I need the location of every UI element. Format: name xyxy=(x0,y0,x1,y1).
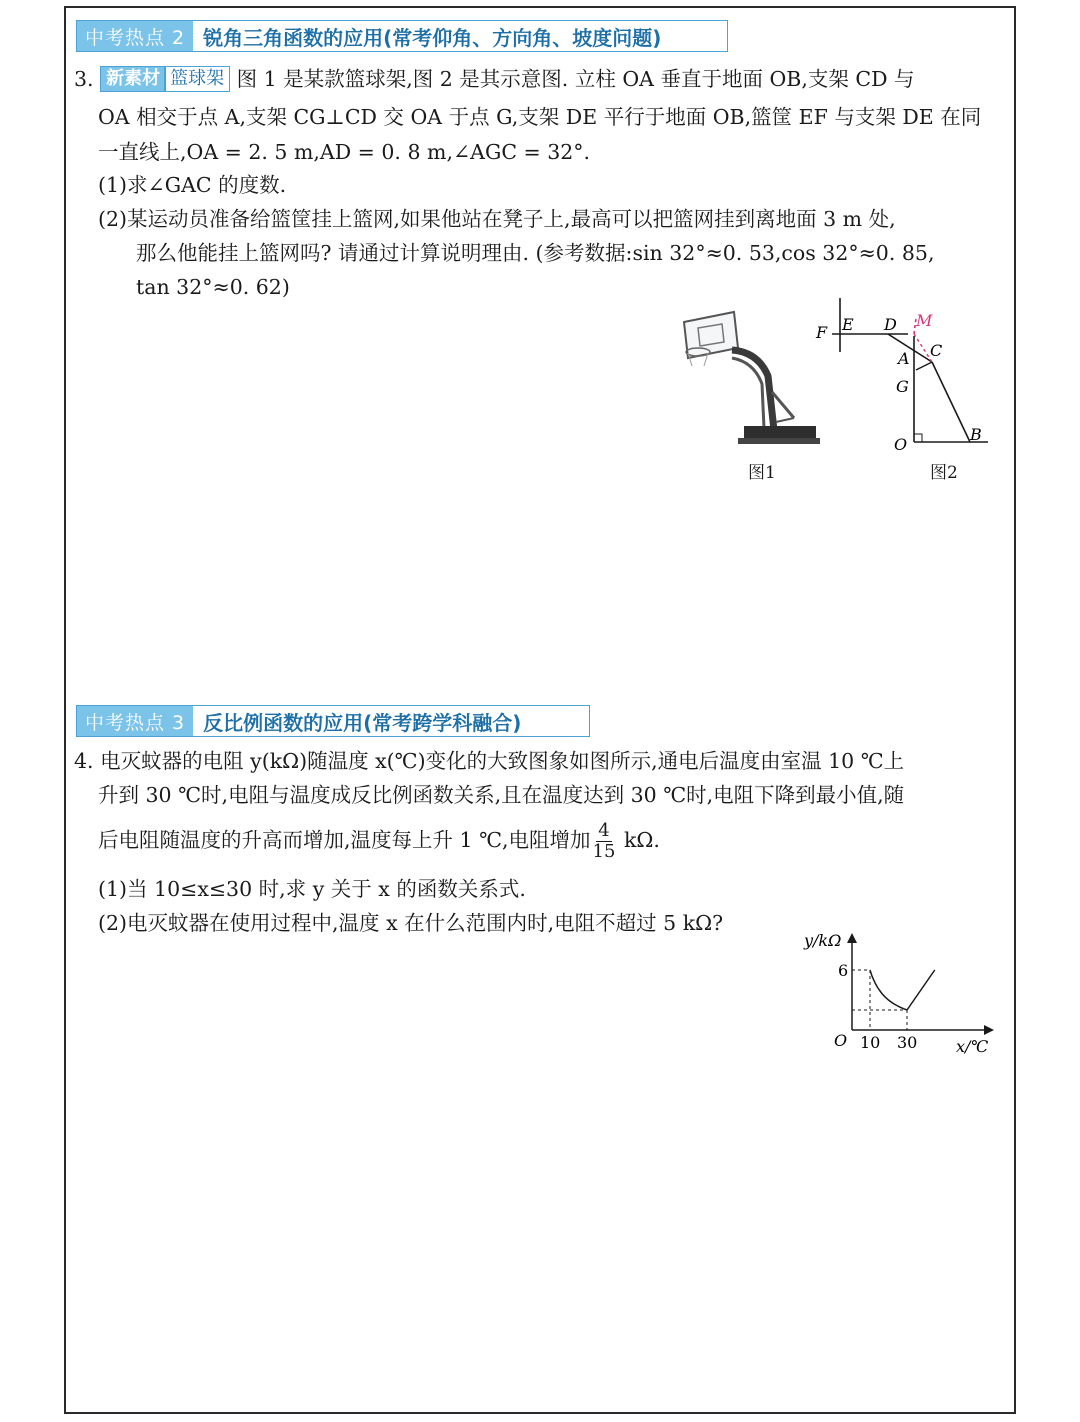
x-tick-label: 30 xyxy=(897,1033,918,1052)
label-O: O xyxy=(894,435,908,454)
hotspot-header-3 xyxy=(76,705,590,737)
q4-line-2: 升到 30 ℃时,电阻与温度成反比例函数关系,且在温度达到 30 ℃时,电阻下降到最小值,随 xyxy=(98,783,905,807)
hotspot-label: 中考热点 3 xyxy=(77,706,193,736)
q4-number: 4. xyxy=(74,749,94,773)
q3-line-2: OA 相交于点 A,支架 CG⊥CD 交 OA 于点 G,支架 DE 平行于地面 OB,篮筐 EF 与支架 DE 在同 xyxy=(98,105,982,129)
q3-sub-2-line-3: tan 32°≈0. 62) xyxy=(136,275,290,299)
hotspot-title: 锐角三角函数的应用(常考仰角、方向角、坡度问题) xyxy=(203,25,662,50)
label-A: A xyxy=(898,349,910,368)
q4-text-1: 电灭蚊器的电阻 y(kΩ)随温度 x(℃)变化的大致图象如图所示,通电后温度由室温 10 ℃上 xyxy=(100,749,905,773)
figure-1-basketball-stand xyxy=(676,300,826,450)
fraction-denominator: 15 xyxy=(592,841,616,862)
label-F: F xyxy=(816,323,828,342)
q3-line-1 xyxy=(74,64,915,94)
label-D: D xyxy=(884,315,897,334)
x-axis-label: x/℃ xyxy=(956,1037,989,1056)
figure-2-schematic xyxy=(810,292,1000,458)
q3-sub-2-line-2: 那么他能挂上篮网吗? 请通过计算说明理由. (参考数据:sin 32°≈0. 53,cos 32°≈0. 85, xyxy=(136,241,935,265)
q4-text-3-pre: 后电阻随温度的升高而增加,温度每上升 1 ℃,电阻增加 xyxy=(98,828,591,852)
figure-2-caption: 图2 xyxy=(930,463,958,483)
label-G: G xyxy=(896,377,909,396)
figure-1-caption: 图1 xyxy=(748,463,776,483)
q3-text-1: 图 1 是某款篮球架,图 2 是其示意图. 立柱 OA 垂直于地面 OB,支架 CD 与 xyxy=(236,67,915,91)
label-E: E xyxy=(842,315,854,334)
fraction-4-15 xyxy=(593,821,616,862)
q4-line-3 xyxy=(98,818,660,862)
q3-sub-2-line-1: (2)某运动员准备给篮筐挂上篮网,如果他站在凳子上,最高可以把篮网挂到离地面 3 m 处, xyxy=(98,207,896,231)
y-axis-label: y/kΩ xyxy=(804,931,842,950)
q4-sub-1: (1)当 10≤x≤30 时,求 y 关于 x 的函数关系式. xyxy=(98,877,526,901)
series-line-1 xyxy=(870,970,907,1010)
label-M: M xyxy=(916,311,933,330)
q3-sub-1: (1)求∠GAC 的度数. xyxy=(98,173,287,197)
q4-sub-2: (2)电灭蚊器在使用过程中,温度 x 在什么范围内时,电阻不超过 5 kΩ? xyxy=(98,911,724,935)
q4-line-1 xyxy=(74,746,904,776)
label-C: C xyxy=(930,341,943,360)
q3-number: 3. xyxy=(74,67,94,91)
series-line-2 xyxy=(907,970,935,1010)
origin-label: O xyxy=(834,1031,848,1050)
q4-text-3-post: kΩ. xyxy=(617,828,660,852)
fraction-numerator: 4 xyxy=(598,820,610,841)
hotspot-title: 反比例函数的应用(常考跨学科融合) xyxy=(203,710,522,735)
q3-line-3: 一直线上,OA = 2. 5 m,AD = 0. 8 m,∠AGC = 32°. xyxy=(98,140,591,164)
q4-resistance-temperature-graph xyxy=(800,924,1000,1056)
hotspot-header-2 xyxy=(76,20,728,52)
label-B: B xyxy=(970,425,982,444)
hotspot-label: 中考热点 2 xyxy=(77,21,193,51)
badge-new-material: 新素材 xyxy=(100,66,166,92)
y-tick-label: 6 xyxy=(838,961,849,980)
x-tick-label: 10 xyxy=(860,1033,881,1052)
badge-topic: 篮球架 xyxy=(164,66,230,92)
